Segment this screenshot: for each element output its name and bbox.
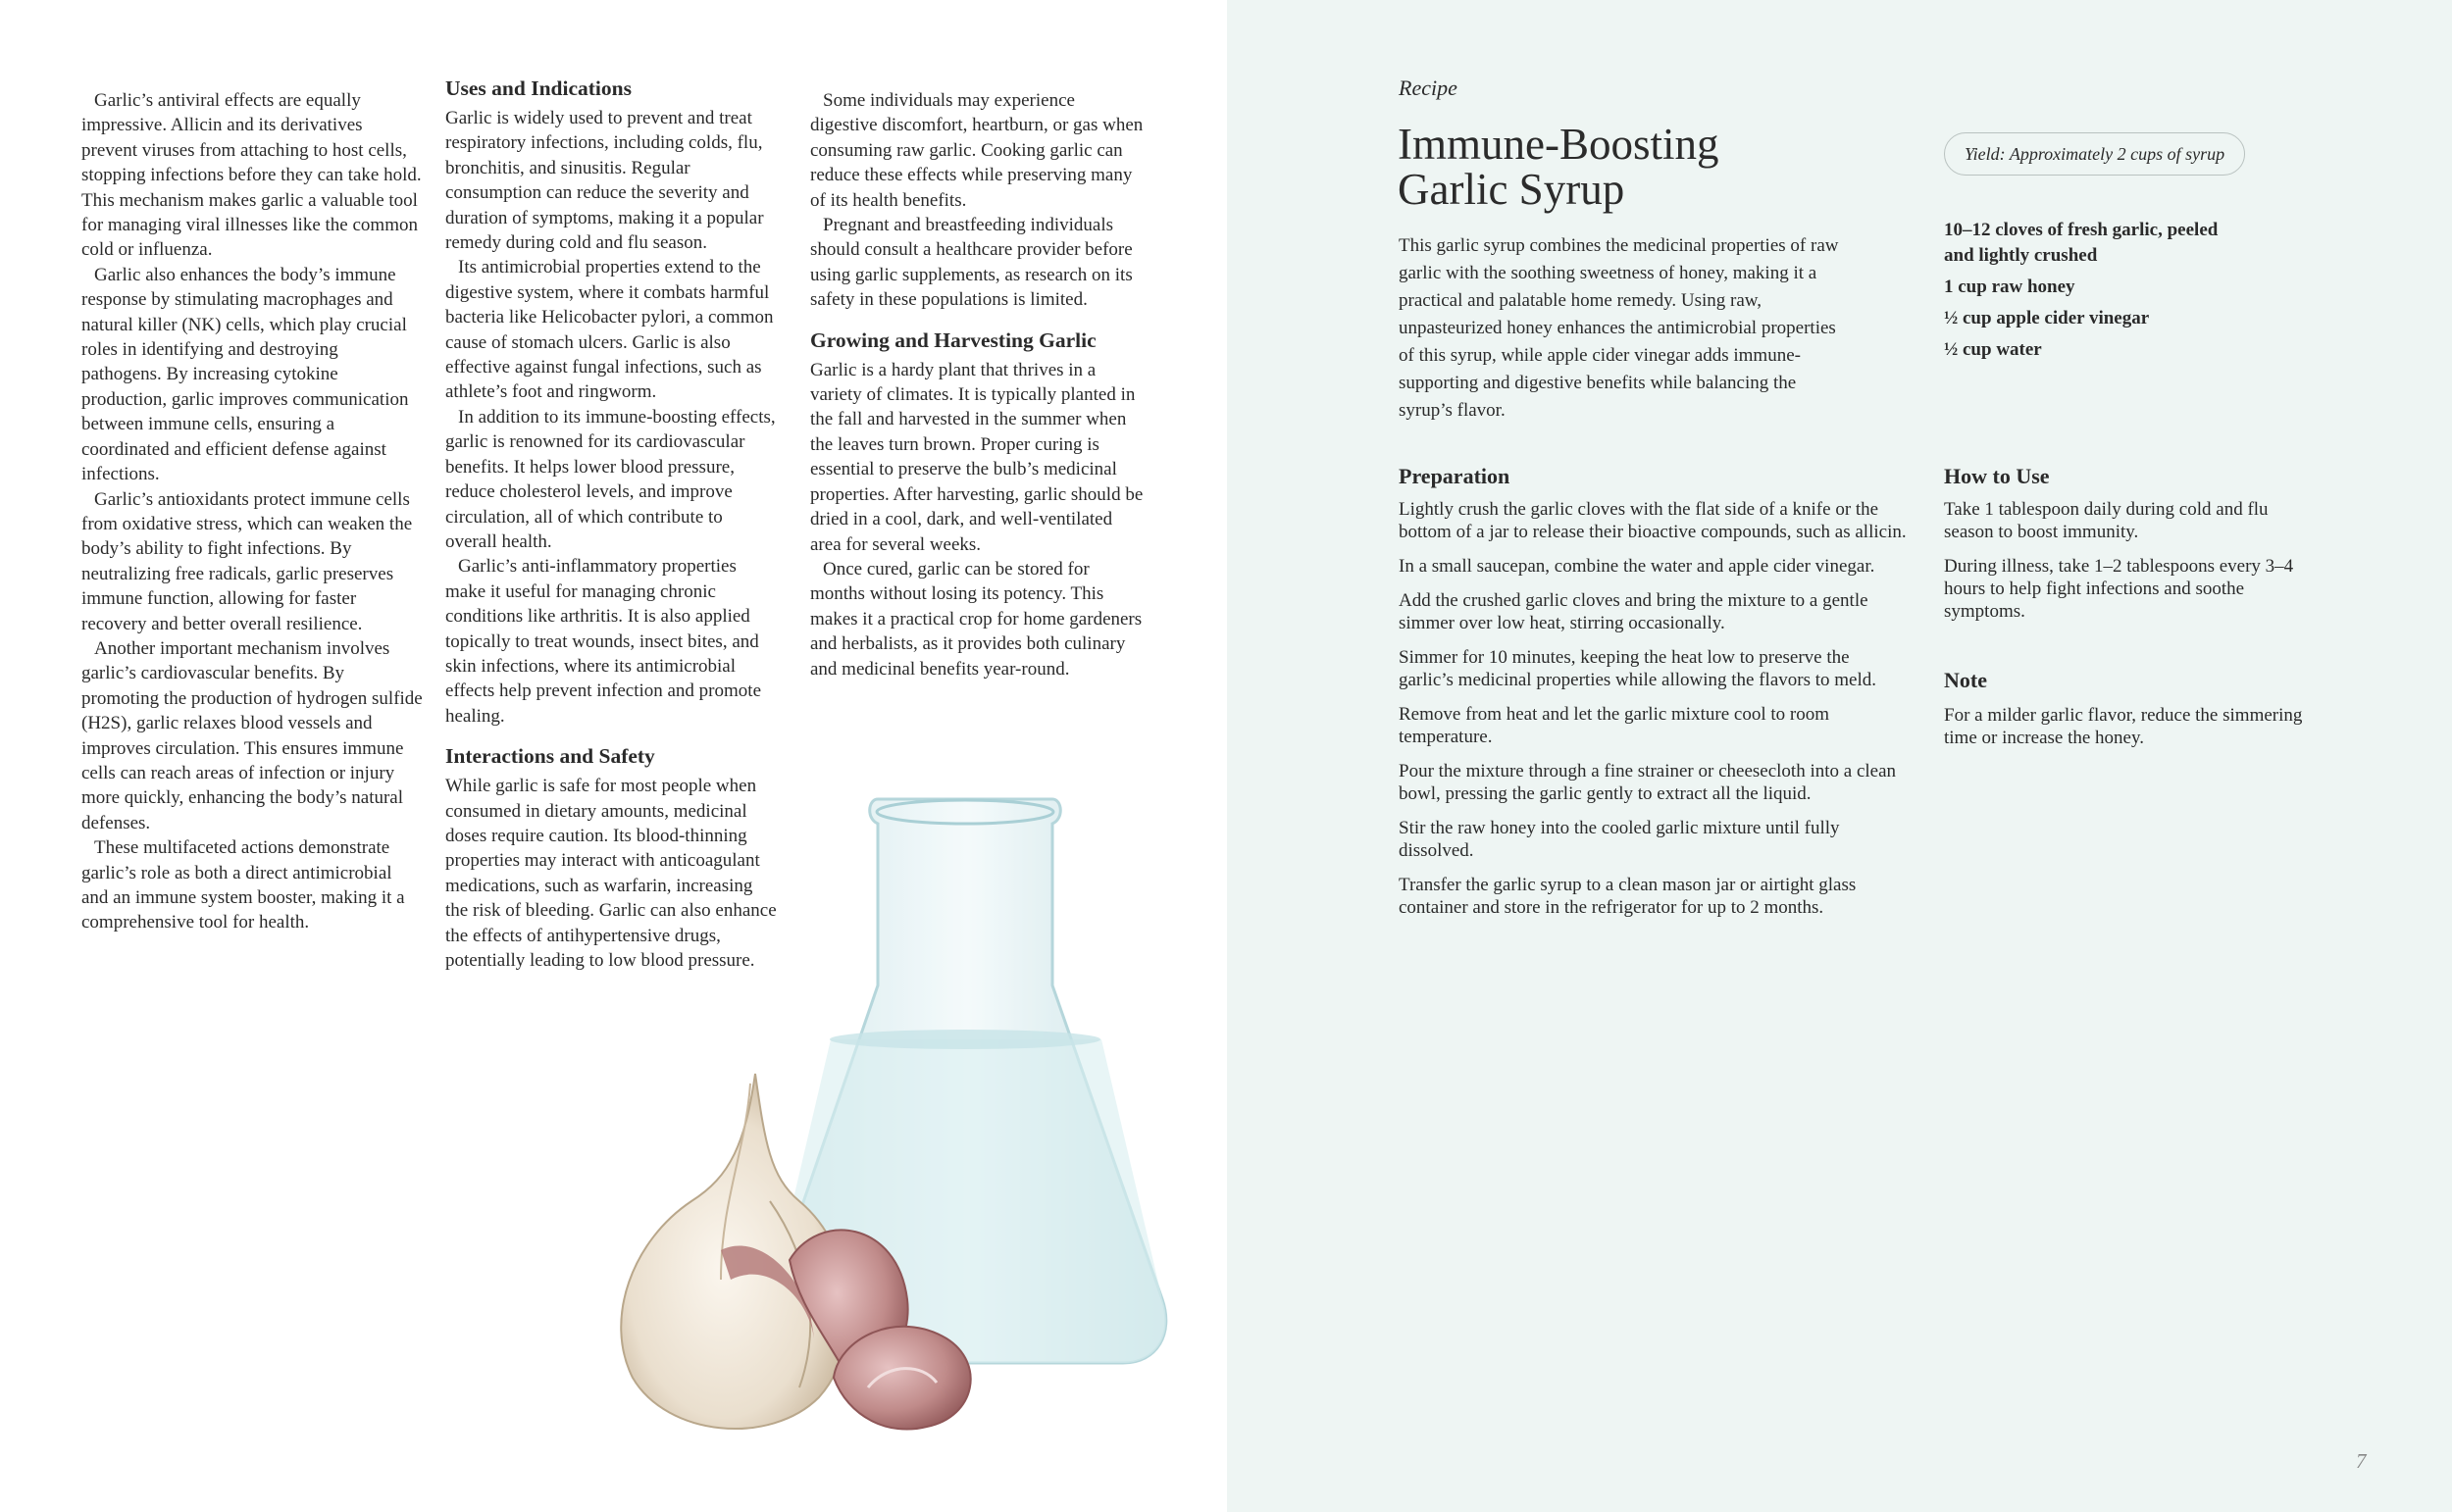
garlic-flask-illustration bbox=[574, 789, 1182, 1456]
ingredient-item: 1 cup raw honey bbox=[1944, 277, 2075, 297]
yield-badge: Yield: Approximately 2 cups of syrup bbox=[1944, 132, 2245, 176]
paragraph: Garlic’s antiviral effects are equally impressive. Allicin and its derivatives prevent viruses from attaching to host cells, stopping infections before they can take hold. This mechanism makes garlic a valuable tool for managing viral illnesses like the common cold or influenza. bbox=[81, 90, 422, 261]
preparation-step: Lightly crush the garlic cloves with the flat side of a knife or the bottom of a jar to release their bioactive compounds, such as allicin. bbox=[1399, 499, 1907, 542]
paragraph: Garlic’s antioxidants protect immune cells from oxidative stress, which can weaken the body’s ability to fight infections. By neutralizing free radicals, garlic preserves immune function, allowing for faster recovery and better overall resilience. bbox=[81, 488, 413, 634]
paragraph: Some individuals may experience digestive discomfort, heartburn, or gas when consuming raw garlic. Cooking garlic can reduce these effects while preserving many of its health benefits. bbox=[810, 90, 1144, 211]
paragraph: These multifaceted actions demonstrate garlic’s role as both a direct antimicrobial and an immune system booster, making it a comprehensive tool for health. bbox=[81, 837, 405, 933]
section-heading-safety: Interactions and Safety bbox=[445, 744, 655, 769]
recipe-title-line-1: Immune-Boosting bbox=[1398, 120, 1719, 169]
preparation-step: Simmer for 10 minutes, keeping the heat low to preserve the garlic’s medicinal properties while allowing the flavors to meld. bbox=[1399, 647, 1877, 690]
preparation-step: In a small saucepan, combine the water and apple cider vinegar. bbox=[1399, 556, 1875, 577]
paragraph: Garlic is a hardy plant that thrives in a variety of climates. It is typically planted in the fall and harvested in the summer when the leaves turn brown. Proper curing is essential to preserve the bulb’s medicinal properties. After harvesting, garlic should be dried in a cool, dark, and well-ventilated area for several weeks. bbox=[810, 359, 1144, 555]
how-to-use-text bbox=[1944, 498, 2317, 634]
paragraph: Its antimicrobial properties extend to the digestive system, where it combats harmful bacteria like Helicobacter pylori, a common cause of stomach ulcers. Garlic is also effective against fungal infections, such as athlete’s foot and ringworm. bbox=[445, 257, 774, 403]
preparation-step: Pour the mixture through a fine strainer or cheesecloth into a clean bowl, pressing the garlic gently to extract all the liquid. bbox=[1399, 761, 1897, 804]
paragraph: Once cured, garlic can be stored for months without losing its potency. This makes it a practical crop for home gardeners and herbalists, as it provides both culinary and medicinal benefits year-round. bbox=[810, 558, 1143, 680]
ingredient-item: 10–12 cloves of fresh garlic, peeled and lightly crushed bbox=[1944, 220, 2219, 266]
paragraph: Garlic is widely used to prevent and treat respiratory infections, including colds, flu, bronchitis, and sinusitis. Regular consumption can reduce the severity and duration of symptoms, making it a popular remedy during cold and flu season. bbox=[445, 108, 764, 254]
section-heading-uses: Uses and Indications bbox=[445, 76, 632, 100]
recipe-title-line-2: Garlic Syrup bbox=[1398, 165, 1625, 214]
paragraph: In addition to its immune-boosting effects, garlic is renowned for its cardiovascular benefits. It helps lower blood pressure, reduce cholesterol levels, and improve circulation, all of which contribute to overall health. bbox=[445, 406, 776, 552]
preparation-step: Add the crushed garlic cloves and bring the mixture to a gentle simmer over low heat, stirring occasionally. bbox=[1399, 590, 1868, 633]
text-column-1 bbox=[81, 88, 423, 935]
preparation-step: Remove from heat and let the garlic mixture cool to room temperature. bbox=[1399, 704, 1829, 747]
preparation-step: Stir the raw honey into the cooled garlic mixture until fully dissolved. bbox=[1399, 818, 1840, 861]
how-to-use-item: Take 1 tablespoon daily during cold and flu season to boost immunity. bbox=[1944, 499, 2269, 542]
section-heading-growing: Growing and Harvesting Garlic bbox=[810, 328, 1097, 352]
paragraph: Garlic also enhances the body’s immune response by stimulating macrophages and natural killer (NK) cells, which play crucial roles in identifying and destroying pathogens. By increasing cytokine production, garlic improves communication between immune cells, ensuring a coordinated and efficient defense against infections. bbox=[81, 264, 409, 485]
recipe-intro: This garlic syrup combines the medicinal properties of raw garlic with the soothing sweetness of honey, making it a practical and palatable home remedy. Using raw, unpasteurized honey enhances the antimicrobial properties of this syrup, while apple cider vinegar adds immune-supporting and digestive benefits while balancing the syrup’s flavor. bbox=[1399, 235, 1839, 421]
preparation-steps bbox=[1399, 498, 1909, 931]
paragraph: Pregnant and breastfeeding individuals should consult a healthcare provider before using garlic supplements, as research on its safety in these populations is limited. bbox=[810, 215, 1133, 311]
paragraph: Garlic’s anti-inflammatory properties make it useful for managing chronic conditions like arthritis. It is also applied topically to treat wounds, insect bites, and skin infections, where its antimicrobial effects help prevent infection and promote healing. bbox=[445, 556, 761, 727]
recipe-label: Recipe bbox=[1399, 76, 1457, 100]
text-column-3 bbox=[810, 88, 1144, 681]
ingredient-item: ½ cup water bbox=[1944, 339, 2042, 360]
paragraph: While garlic is safe for most people when consumed in dietary amounts, medicinal doses require caution. Its blood-thinning properties may interact with anticoagulant medications, such as warfarin, increasing the risk of bleeding. Garlic can also enhance the effects of antihypertensive drugs, potentially leading to low blood pressure. bbox=[445, 776, 777, 971]
how-to-use-item: During illness, take 1–2 tablespoons every 3–4 hours to help fight infections and soothe symptoms. bbox=[1944, 556, 2294, 622]
preparation-step: Transfer the garlic syrup to a clean mason jar or airtight glass container and store in the refrigerator for up to 2 months. bbox=[1399, 875, 1857, 918]
ingredient-item: ½ cup apple cider vinegar bbox=[1944, 308, 2150, 328]
recipe-title bbox=[1398, 122, 1888, 212]
note-text: For a milder garlic flavor, reduce the simmering time or increase the honey. bbox=[1944, 705, 2303, 748]
paragraph: Another important mechanism involves garlic’s cardiovascular benefits. By promoting the production of hydrogen sulfide (H2S), garlic relaxes blood vessels and improves circulation. This ensures immune cells can reach areas of infection or injury more quickly, enhancing the body’s natural defenses. bbox=[81, 637, 423, 833]
note-heading: Note bbox=[1944, 668, 1987, 692]
ingredients-list bbox=[1944, 218, 2238, 369]
how-to-use-heading: How to Use bbox=[1944, 464, 2050, 488]
preparation-heading: Preparation bbox=[1399, 464, 1510, 488]
page-number: 7 bbox=[2356, 1449, 2367, 1473]
